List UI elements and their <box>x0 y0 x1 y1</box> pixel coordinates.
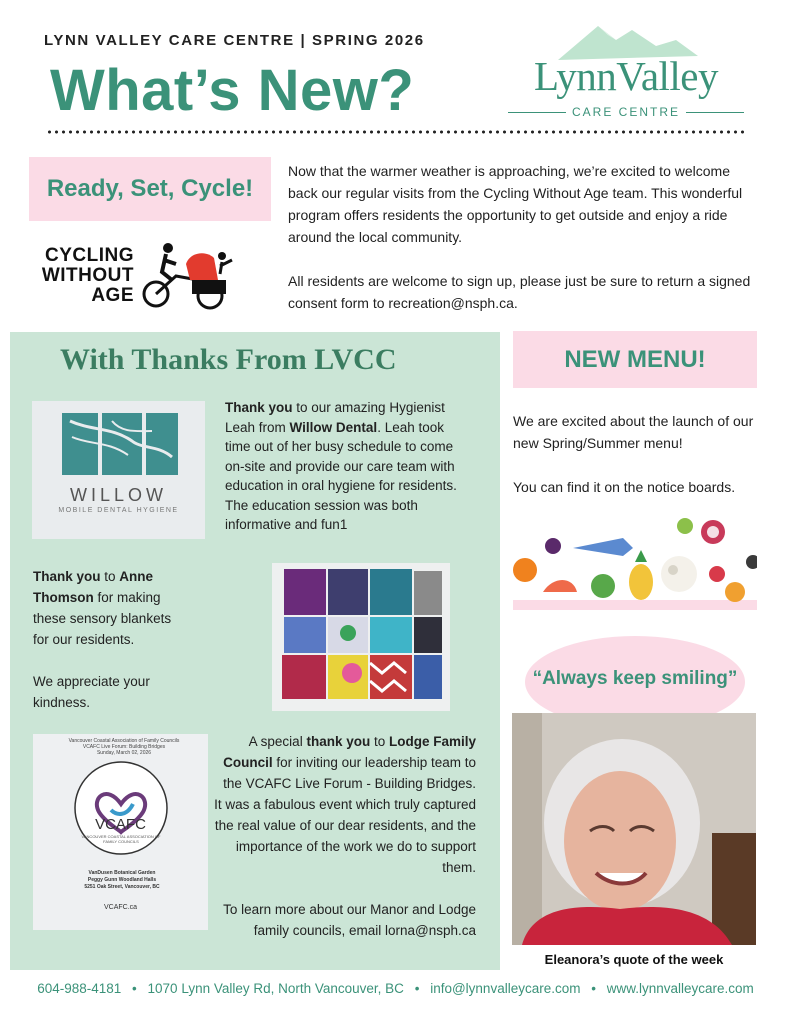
willow-dental-photo <box>32 401 205 539</box>
vcafc-program-header: Vancouver Coastal Association of Family Councils VCAFC Live Forum: Building Bridges Sunday, March 02, 2026 <box>68 738 180 756</box>
willow-tagline: MOBILE DENTAL HYGIENE <box>58 507 179 514</box>
resident-portrait-image <box>512 713 756 945</box>
sensory-blanket-image <box>272 563 450 711</box>
resident-portrait-photo <box>512 713 756 945</box>
menu-heading: NEW MENU! <box>564 345 706 373</box>
menu-paragraph-1: We are excited about the launch of our new Spring/Summer menu! <box>513 413 754 451</box>
lynn-valley-logo <box>508 20 744 124</box>
willow-thanks-text: Thank you to our amazing Hygienist Leah from Willow Dental. Leah took time out of her busy schedule to come on-site and provide our care team with education in oral hygiene for residents. The education session was both informative and fun1 <box>225 400 457 532</box>
menu-description <box>513 410 763 520</box>
cycling-paragraph-2: All residents are welcome to sign up, please just be sure to return a signed consent form to recreation@nsph.ca. <box>288 273 751 311</box>
cycling-description <box>288 160 758 336</box>
footer-separator: • <box>591 981 596 996</box>
family-council-thanks-text: A special thank you to Lodge Family Council for inviting our leadership team to the VCAFC Live Forum - Building Bridges. It was a fabulous event which truly captured the real value of our dear residents, and the importance of the work we do to support them. To learn more about our Manor and Lodge family councils, email lorna@nsph.ca <box>212 731 476 962</box>
logo-subtitle: CARE CENTRE <box>508 105 744 119</box>
cycling-heading-box <box>29 157 271 221</box>
newsletter-issue-line: LYNN VALLEY CARE CENTRE | SPRING 2026 <box>44 32 425 49</box>
vcafc-url: VCAFC.ca <box>103 904 138 911</box>
thanks-heading: With Thanks From LVCC <box>60 343 397 376</box>
footer-separator: • <box>132 981 137 996</box>
contact-footer <box>0 981 791 996</box>
cycling-paragraph-1: Now that the warmer weather is approaching, we’re excited to welcome back our regular visits from the Cycling Without Age team. This wonderful program offers residents the opportunity to get outside and enjoy a ride around the local community. <box>288 163 743 245</box>
vcafc-heart-logo <box>33 754 208 864</box>
footer-email-link[interactable]: info@lynnvalleycare.com <box>430 981 581 996</box>
logo-wordmark: LynnValley <box>533 53 719 99</box>
vcafc-full-name: VANCOUVER COASTAL ASSOCIATION OF FAMILY COUNCILS <box>81 834 161 844</box>
cycling-without-age-logo <box>38 236 234 314</box>
trishaw-bike-icon <box>138 236 238 314</box>
quote-caption: Eleanora’s quote of the week <box>544 952 724 967</box>
cwa-logo-text: CYCLING WITHOUT AGE <box>41 245 134 306</box>
family-council-closing: To learn more about our Manor and Lodge family councils, email lorna@nsph.ca <box>223 902 476 938</box>
footer-phone[interactable]: 604-988-4181 <box>37 981 122 996</box>
food-illustration <box>513 512 757 610</box>
sensory-blanket-photo <box>272 563 450 711</box>
food-illustration-image <box>513 512 757 610</box>
footer-separator: • <box>414 981 420 996</box>
blanket-thanks-text: Thank you to Anne Thomson for making these sensory blankets for our residents. We appreciate your kindness. <box>33 566 183 734</box>
footer-website-link[interactable]: www.lynnvalleycare.com <box>606 981 754 996</box>
vcafc-venue: VanDusen Botanical Garden Peggy Gunn Woodland Halls 5251 Oak Street, Vancouver, BC <box>84 870 160 890</box>
footer-address: 1070 Lynn Valley Rd, North Vancouver, BC <box>147 981 404 996</box>
vcafc-program-photo <box>33 734 208 930</box>
menu-heading-box <box>513 331 757 388</box>
quote-text: “Always keep smiling” <box>532 668 738 689</box>
menu-paragraph-2: You can find it on the notice boards. <box>513 479 736 495</box>
willow-tree-logo <box>32 401 205 539</box>
page-title: What’s New? <box>50 58 415 123</box>
willow-name: WILLOW <box>69 485 167 505</box>
cycling-heading: Ready, Set, Cycle! <box>46 175 254 202</box>
vcafc-acronym: VCAFC <box>95 816 146 833</box>
dotted-divider <box>46 130 746 134</box>
blanket-closing: We appreciate your kindness. <box>33 674 150 710</box>
